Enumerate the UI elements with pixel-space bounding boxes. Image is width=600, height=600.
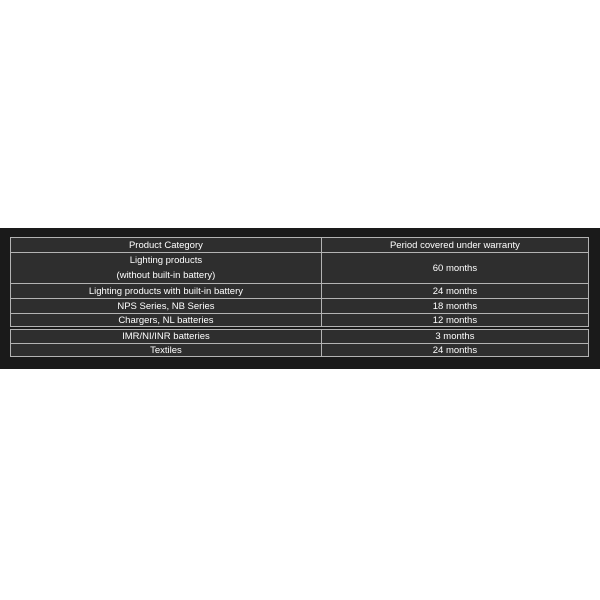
column-header-warranty-period: [322, 238, 588, 252]
category-line: Textiles: [150, 344, 182, 356]
category-line: Chargers, NL batteries: [118, 314, 214, 326]
category-line: NPS Series, NB Series: [117, 300, 215, 312]
category-line: Lighting products with built-in battery: [88, 285, 244, 297]
category-cell: [11, 314, 322, 326]
period-cell: [322, 253, 588, 283]
category-cell: [11, 344, 322, 356]
period-cell: [322, 299, 588, 313]
column-header-product-category: [11, 238, 322, 252]
warranty-table-lower-section: [10, 329, 589, 357]
category-cell: [11, 299, 322, 313]
period-cell: [322, 344, 588, 356]
period-value: 24 months: [432, 344, 478, 356]
header-row: [11, 238, 588, 252]
period-value: 18 months: [432, 300, 478, 312]
period-value: 60 months: [432, 262, 478, 274]
period-cell: [322, 284, 588, 298]
period-cell: [322, 330, 588, 343]
column-header-label: Product Category: [128, 239, 203, 251]
category-line: (without built-in battery): [116, 270, 216, 281]
category-cell: [11, 284, 322, 298]
table-row-textiles: [11, 343, 588, 356]
period-cell: [322, 314, 588, 326]
warranty-table-panel: [0, 228, 600, 369]
warranty-table-upper-section: [10, 237, 589, 327]
period-value: 3 months: [435, 331, 475, 342]
table-row-lighting-builtin-battery: [11, 283, 588, 298]
category-cell: [11, 253, 322, 283]
category-line: Lighting products: [129, 255, 203, 266]
column-header-label: Period covered under warranty: [389, 239, 520, 251]
category-cell: [11, 330, 322, 343]
table-row-imr-ni-inr-batteries: [11, 330, 588, 343]
table-row-lighting-products: [11, 252, 588, 283]
period-value: 24 months: [432, 285, 478, 297]
table-row-chargers-nl-batteries: [11, 313, 588, 326]
warranty-table: [10, 237, 589, 357]
table-row-nps-nb-series: [11, 298, 588, 313]
period-value: 12 months: [432, 314, 478, 326]
category-line: IMR/NI/INR batteries: [122, 331, 210, 342]
